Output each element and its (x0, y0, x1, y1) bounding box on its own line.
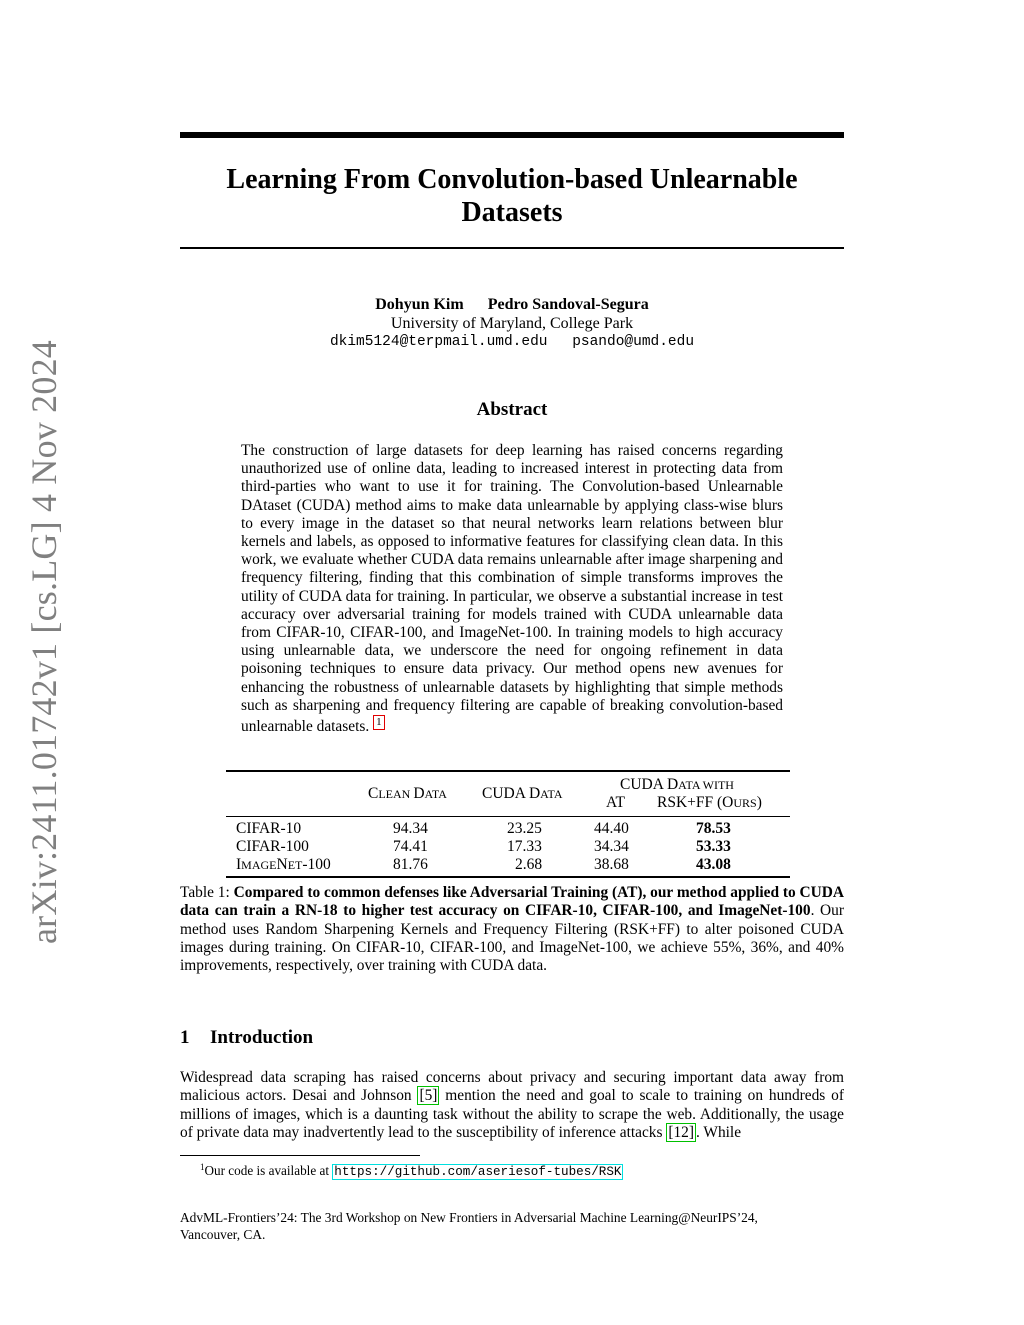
title-bottom-rule (180, 247, 844, 249)
code-url-link[interactable]: https://github.com/aseriesof-tubes/RSK (334, 1165, 622, 1179)
caption-rest: . Our method uses Random Sharpening Kernels and Frequency Filtering (RSK+FF) to alter poisoned CUDA images during training. On CIFAR-10, CIFAR-100, and ImageNet-100, we achieve 55%, 36%, and 40% improvements, respectively, over training with CUDA data. (180, 902, 844, 975)
row-clean: 74.41 (393, 838, 428, 855)
abstract-heading: Abstract (476, 399, 548, 420)
row-dataset: CIFAR-100 (236, 838, 309, 855)
row-cuda: 23.25 (507, 820, 542, 837)
row-ours: 43.08 (696, 856, 731, 873)
caption-label: Table 1: (180, 884, 234, 901)
abstract-body (241, 442, 783, 736)
title-top-rule (180, 132, 844, 138)
footnote-text: Our code is available at (204, 1163, 333, 1178)
venue-line: Vancouver, CA. (180, 1227, 266, 1242)
results-table (226, 770, 790, 878)
row-dataset: IMAGENET-100 (236, 856, 331, 873)
paper-title (180, 163, 844, 229)
author-block (180, 295, 844, 352)
caption-bold: Compared to common defenses like Adversarial Training (AT), our method applied to CUDA data can train a RN-18 to higher test accuracy on CIFAR-10, CIFAR-100, and ImageNet-100 (180, 884, 844, 920)
row-ours: 78.53 (696, 820, 731, 837)
header-cuda-data-with: CUDA DATA WITH (620, 776, 734, 793)
footnote-mark: 1 (200, 1162, 205, 1172)
title-line-2: Datasets (461, 197, 563, 228)
author-email: psando@umd.edu (572, 334, 695, 350)
footnote-rule (180, 1155, 420, 1156)
row-cuda: 17.33 (507, 838, 542, 855)
title-line-1: Learning From Convolution-based Unlearnable (226, 164, 798, 195)
header-rsk-ff-ours: RSK+FF (OURS) (657, 794, 762, 811)
venue-line: AdvML-Frontiers’24: The 3rd Workshop on New Frontiers in Adversarial Machine Learning@NeurIPS’24, (180, 1210, 758, 1225)
author-email: dkim5124@terpmail.umd.edu (329, 334, 548, 350)
row-clean: 81.76 (393, 856, 428, 873)
row-cuda: 2.68 (515, 856, 543, 873)
header-cuda-data: CUDA DATA (482, 785, 563, 802)
abstract-text: The construction of large datasets for deep learning has raised concerns regarding unauthorized use of online data, leading to increased interest in protecting data from third-parties who want to use it for training. The Convolution-based Unlearnable DAtaset (CUDA) method aims to make data unlearnable by applying class-wise blurs to every image in the dataset so that neural networks learn relations between blur kernels and labels, as opposed to informative features for classifying clean data. In this work, we evaluate whether CUDA data remains unlearnable after image sharpening and frequency filtering, finding that this combination of simple transforms improves the utility of CUDA data for training. In particular, we observe a substantial increase in test accuracy over adversarial training for models trained with CUDA unlearnable data from CIFAR-10, CIFAR-100, and ImageNet-100. In training models to high accuracy using unlearnable data, we underscore the need for ongoing refinement in data poisoning techniques to ensure data privacy. Our method opens new avenues for enhancing the robustness of unlearnable datasets by highlighting that simple methods such as sharpening and frequency filtering are capable of breaking convolution-based unlearnable datasets. (241, 442, 783, 736)
table-caption (180, 884, 844, 975)
arxiv-stamp: arXiv:2411.01742v1 [cs.LG] 4 Nov 2024 (24, 340, 64, 944)
section-number: 1 (180, 1027, 190, 1048)
row-at: 44.40 (594, 820, 629, 837)
header-clean-data: CLEAN DATA (368, 785, 447, 802)
table-mid-rule (226, 816, 790, 817)
venue-note (180, 1209, 844, 1243)
author-emails (180, 333, 844, 352)
section-title: Introduction (210, 1027, 314, 1048)
footnote (180, 1158, 844, 1181)
section-heading-introduction (180, 1027, 313, 1049)
row-at: 38.68 (594, 856, 629, 873)
row-dataset: CIFAR-10 (236, 820, 302, 837)
footnote-link[interactable]: 1 (373, 715, 385, 730)
citation-link[interactable]: [12] (668, 1123, 694, 1141)
header-at: AT (606, 794, 625, 811)
row-ours: 53.33 (696, 838, 731, 855)
row-clean: 94.34 (393, 820, 428, 837)
citation-link[interactable]: [5] (419, 1087, 438, 1105)
affiliation: University of Maryland, College Park (390, 315, 634, 332)
introduction-paragraph: Widespread data scraping has raised concerns about privacy and securing important data away from malicious actors. Desai and Johnson [5] mention the need and goal to scale to training on hundreds of millions of images, which is a daunting task without the ability to scrape the web. Additionally, the usage of private data may inadvertently lead to the susceptibility of inference attacks [12] . While (180, 1069, 844, 1141)
row-at: 34.34 (594, 838, 629, 855)
table-top-rule (226, 770, 790, 772)
author-name: Pedro Sandoval-Segura (487, 296, 649, 313)
author-name: Dohyun Kim (375, 296, 464, 313)
table-bottom-rule (226, 876, 790, 878)
author-names (180, 295, 844, 314)
